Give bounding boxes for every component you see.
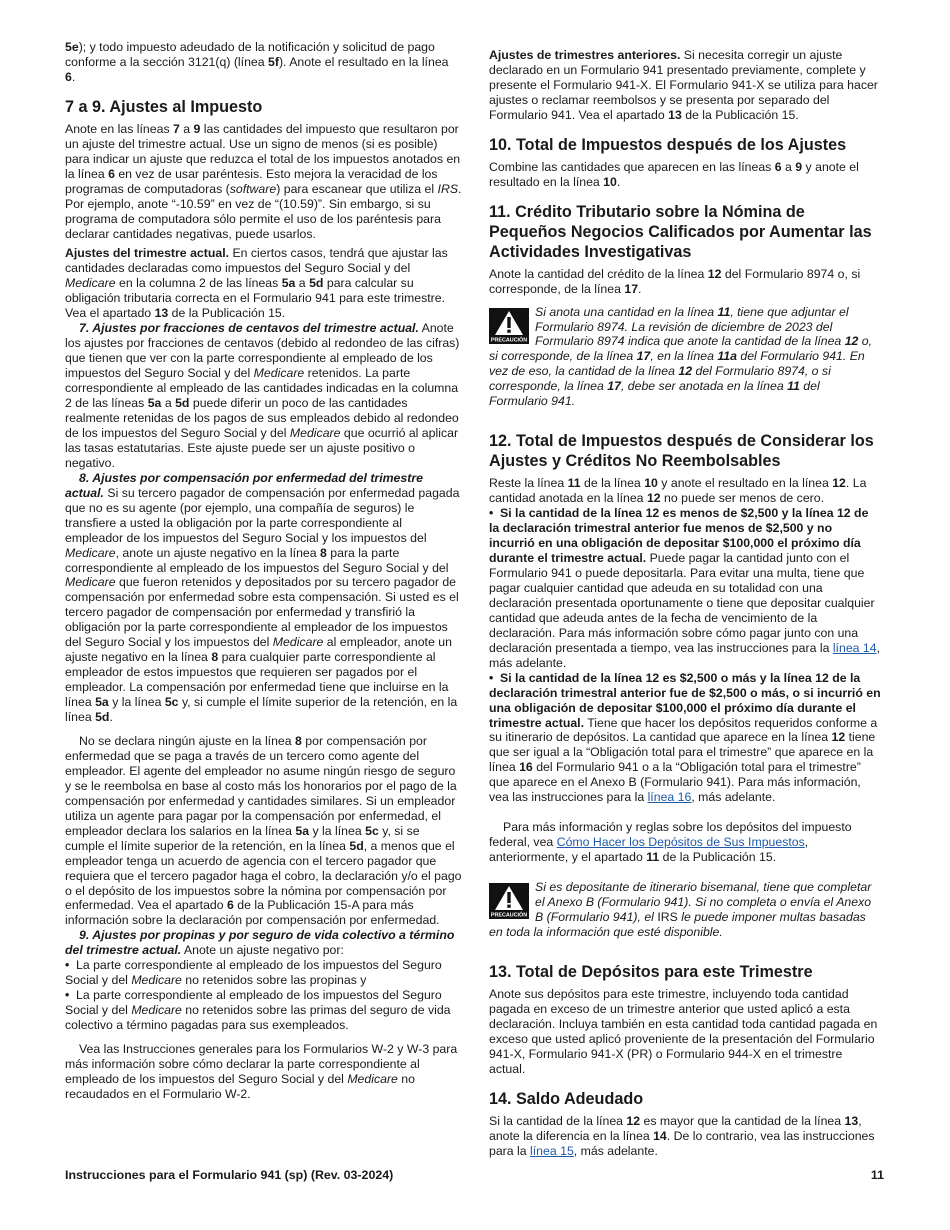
bullet-tips: • La parte correspondiente al empleado de los impuestos del Seguro Social y del Medicare no retenidos sobre las propinas y (65, 958, 462, 988)
paragraph-line-10: Combine las cantidades que aparecen en las líneas 6 a 9 y anote el resultado en la línea 10. (489, 159, 859, 189)
paragraph-line-12: Reste la línea 11 de la línea 10 y anote el resultado en la línea 12. La cantidad anotada en la línea 12 no puede ser menos de cero. (489, 476, 867, 506)
page-number: 11 (870, 1168, 884, 1182)
heading-lines-7-9: 7 a 9. Ajustes al Impuesto (65, 97, 263, 116)
link-line-14[interactable]: línea 14 (832, 640, 877, 655)
paragraph-line-13: Anote sus depósitos para este trimestre, incluyendo toda cantidad pagada en exceso de un trimestre anterior que usted aplicó a esta declaración. Incluya también en esta cantidad toda cantidad pagada en exceso que usted aplicó proveniente de la presentación del Formulario 941-X, Formulario 941-X (PR) o Formulario 944-X en el trimestre actual. (489, 986, 878, 1076)
paragraph-line-11: Anote la cantidad del crédito de la línea 12 del Formulario 8974 o, si corresponde, de la línea 17. (489, 266, 861, 296)
paragraph-line-8-agent: No se declara ningún ajuste en la línea 8 por compensación por enfermedad que se paga a través de un tercero como agente del empleador. El agente del empleador no asume ningún riesgo de seguro y se le reembolsa en base al costo más los honorarios por el pago de la compensación por enfermedad y cantidades similares. Si un empleador utiliza un agente para pagar por la compensación por enfermedad, el empleador declara los salarios en la línea 5a y la línea 5c y, si se cumple el límite superior de la retención, en la línea 5d, a menos que el empleador tenga un acuerdo de agencia con el tercero pagador que requiera que el tercero pagador haga el cobro, la declaración y/o el pago o el depósito de los impuestos sobre la nómina por compensación por enfermedad. Vea el apartado 6 de la Publicación 15-A para más información sobre la declaración por compensación por enfermedad. (65, 733, 462, 928)
caution-note-schedule-b: PRECAUCIÓN Si es depositante de itinerario bisemanal, tiene que completar el Anexo B (Formulario 941). Si no completa o envía el Anexo B (Formulario 941), el IRS le puede imponer multas basadas en toda la información que esté disponible. (489, 880, 872, 939)
caution-icon-label: PRECAUCIÓN (490, 912, 528, 919)
paragraph-line-14: Si la cantidad de la línea 12 es mayor que la cantidad de la línea 13, anote la diferencia en la línea 14. De lo contrario, vea las instrucciones para la línea 15, más adelante. (489, 1113, 875, 1158)
heading-line-13: 13. Total de Depósitos para este Trimestre (489, 962, 813, 981)
caution-icon (489, 308, 529, 344)
caution-icon (489, 883, 529, 919)
paragraph-intro-continued: 5e); y todo impuesto adeudado de la notificación y solicitud de pago conforme a la sección 3121(q) (línea 5f). Anote el resultado en la línea 6. (65, 40, 449, 84)
heading-line-11: 11. Crédito Tributario sobre la Nómina de Pequeños Negocios Calificados por Aumentar las Actividades Investigativas (489, 202, 872, 261)
page-footer (65, 1168, 884, 1182)
left-column (65, 40, 462, 1102)
link-line-15[interactable]: línea 15 (530, 1143, 574, 1158)
footer-title: Instrucciones para el Formulario 941 (sp) (Rev. 03-2024) (65, 1168, 394, 1182)
bullet-life-insurance: • La parte correspondiente al empleado de los impuestos del Seguro Social y del Medicare no retenidos sobre las primas del seguro de vida colectivo a término pagadas para sus exempleados. (65, 988, 462, 1033)
paragraph-current-quarter-adjustments: Ajustes del trimestre actual. En ciertos casos, tendrá que ajustar las cantidades declaradas como impuestos del Seguro Social y del Medicare en la columna 2 de las líneas 5a a 5d para calcular su obligación tributaria correcta en el Formulario 941 para este trimestre. Vea el apartado 13 de la Publicación 15. (65, 246, 448, 321)
paragraph-w2-w3: Vea las Instrucciones generales para los Formularios W-2 y W-3 para más información sobre cómo declarar la parte correspondiente al empleado de los impuestos del Seguro Social y del Medicare no recaudados en el Formulario W-2. (65, 1042, 458, 1101)
paragraph-line-7-fractions: 7. Ajustes por fracciones de centavos del trimestre actual. Anote los ajustes por fracciones de centavos (debido al redondeo de las cifras) que tienen que ver con la parte correspondiente al empleado de los impuestos del Seguro Social y del Medicare retenidos. La parte correspondiente al empleado de las cantidades indicadas en la columna 2 de las líneas 5a a 5d puede diferir un poco de las cantidades realmente retenidas de los pagos de sus empleados debido al redondeo de los impuestos del Seguro Social y del Medicare que ocurrió al aplicar las tasas estatutarias. Este ajuste puede ser un ajuste positivo o negativo. (65, 321, 460, 470)
heading-line-14: 14. Saldo Adeudado (489, 1089, 644, 1108)
paragraph-line-9-tips: 9. Ajustes por propinas y por seguro de vida colectivo a término del trimestre actual. Anote un ajuste negativo por: (65, 928, 455, 958)
caution-icon-label: PRECAUCIÓN (490, 337, 528, 344)
paragraph-line-8-sick-pay: 8. Ajustes por compensación por enfermedad del trimestre actual. Si su tercero pagador de compensación por enfermedad pagada que no es su agente (por ejemplo, una compañía de seguros) le transfiere a usted la obligación por la parte correspondiente al empleador de los impuestos del Seguro Social y los impuestos del Medicare, anote un ajuste negativo en la línea 8 para la parte correspondiente al empleado de los impuestos del Seguro Social y del Medicare que fueron retenidos y depositados por su tercero pagador de compensación por enfermedad sobre esta compensación. Si usted es el tercero pagador de compensación por enfermedad y transfirió la obligación por la parte correspondiente al empleador de los impuestos del Seguro Social y los impuestos del Medicare al empleador, anote un ajuste negativo en la línea 8 para cualquier parte correspondiente al empleador de estos impuestos que requieren ser pagados por el empleador. La compensación por enfermedad tiene que incluirse en la línea 5a y la línea 5c y, si cumple el límite superior de la retención, en la línea 5d. (65, 470, 460, 725)
bullet-under-2500: • Si la cantidad de la línea 12 es menos de $2,500 y la línea 12 de la declaración trimestral anterior fue menos de $2,500 y no incurrió en una obligación de depositar $100,000 el próximo día durante el trimestre actual. Puede pagar la cantidad junto con el Formulario 941 o puede depositarla. Para evitar una multa, tiene que pagar cualquier cantidad que adeuda en su totalidad con una declaración presentada oportunamente o tiene que depositar cualquier cantidad que adeuda antes de la fecha de vencimiento de la declaración. Para más información sobre cómo pagar junto con una declaración presentada a tiempo, vea las instrucciones para la línea 14, más adelante. (489, 506, 881, 670)
heading-line-10: 10. Total de Impuestos después de los Ajustes (489, 135, 847, 154)
link-line-16[interactable]: línea 16 (647, 790, 692, 805)
paragraph-prior-quarter-adjustments: Ajustes de trimestres anteriores. Si necesita corregir un ajuste declarado en un Formulario 941 presentado previamente, complete y presente el Formulario 941-X. El Formulario 941-X se utiliza para hacer ajustes o reclamar reembolsos y se presenta por separado del Formulario 941. Vea el apartado 13 de la Publicación 15. (489, 48, 878, 122)
link-how-to-deposit[interactable]: Cómo Hacer los Depósitos de Sus Impuestos (556, 835, 805, 850)
heading-line-12: 12. Total de Impuestos después de Considerar los Ajustes y Créditos No Reembolsables (489, 432, 874, 471)
caution-note-form-8974: PRECAUCIÓN Si anota una cantidad en la línea 11, tiene que adjuntar el Formulario 8974. La revisión de diciembre de 2023 del Formulario 8974 indica que anote la cantidad de la línea 12 o, si corresponde, de la línea 17, en la línea 11a del Formulario 941. En vez de eso, la cantidad de la línea 12 del Formulario 8974, o si corresponde, la línea 17, debe ser anotada en la línea 11 del Formulario 941. (489, 304, 873, 409)
paragraph-lines-7-9: Anote en las líneas 7 a 9 las cantidades del impuesto que resultaron por un ajuste del trimestre actual. Use un signo de menos (si es posible) para indicar un ajuste que reduzca el total de los impuestos anotados en la línea 6 en vez de usar paréntesis. Esto mejora la veracidad de los programas de computadoras (software) para escanear que utiliza el IRS. Por ejemplo, anote “-10.59” en vez de “(10.59)”. Sin embargo, si su programa de computadora sólo permite el uso de los paréntesis para declarar cantidades negativas, puede usarlos. (65, 121, 462, 241)
paragraph-deposit-rules: Para más información y reglas sobre los depósitos del impuesto federal, vea Cómo Hacer los Depósitos de Sus Impuestos, anteriormente, y el apartado 11 de la Publicación 15. (489, 820, 852, 865)
bullet-2500-or-more: • Si la cantidad de la línea 12 es $2,500 o más y la línea 12 de la declaración trimestral anterior fue de $2,500 o más, o si incurrió en una obligación de depositar $100,000 el próximo día durante el trimestre actual. Tiene que hacer los depósitos requeridos conforme a su itinerario de depósitos. La cantidad que aparece en la línea 12 tiene que ser igual a la “Obligación total para el trimestre” que aparece en la línea 16 del Formulario 941 o a la “Obligación total para el trimestre” que aparece en el Anexo B (Formulario 941). Para más información, vea las instrucciones para la línea 16, más adelante. (489, 671, 881, 806)
right-column (489, 40, 881, 1158)
